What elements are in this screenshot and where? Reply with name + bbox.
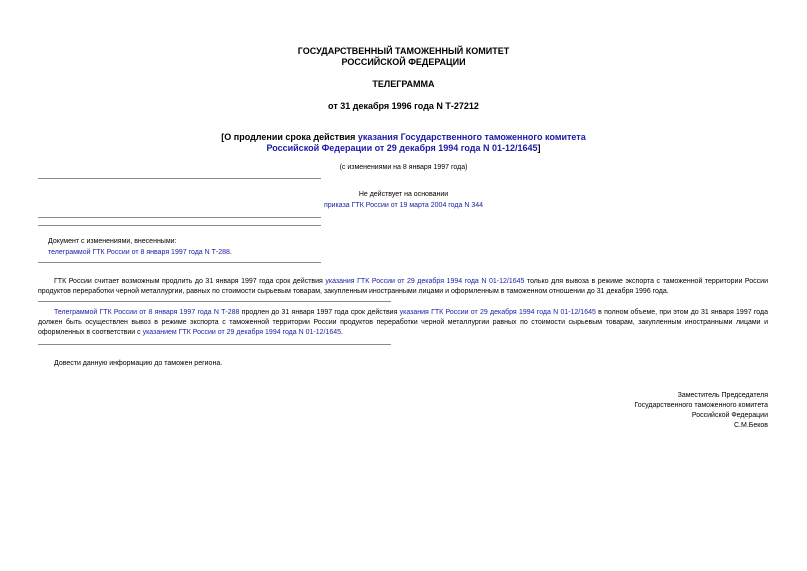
doc-type: ТЕЛЕГРАММА — [372, 79, 435, 89]
body-paragraph-1 — [38, 277, 768, 297]
divider — [38, 262, 321, 263]
signature-country: Российской Федерации — [691, 412, 768, 419]
signature-org: Государственного таможенного комитета — [634, 402, 768, 409]
p2-text-2: в полном объеме, при этом до 31 января 1997 года должен быть осуществлен вывоз в режиме экспорта с таможенной территории России продуктов переработки черной металлургии равных по стоимости сырьевым товарам, закупленным иностранными лицами и оформленных в соответствии с — [38, 309, 768, 336]
body-paragraph-2 — [38, 308, 768, 338]
p1-text-start: ГТК России считает возможным продлить до 31 января 1997 года срок действия — [54, 278, 326, 285]
divider — [38, 225, 321, 226]
p2-link-3[interactable]: указанием ГТК России от 29 декабря 1994 года N 01-12/1645 — [142, 329, 342, 336]
changes-link[interactable]: телеграммой ГТК России от 8 января 1997 года N Т-288 — [48, 249, 230, 256]
status-link[interactable]: приказа ГТК России от 19 марта 2004 года N 344 — [323, 202, 484, 209]
changes-end: . — [229, 249, 232, 256]
p2-link-1[interactable]: Телеграммой ГТК России от 8 января 1997 года N Т-288 — [54, 309, 240, 316]
status-text: Не действует на основании — [358, 191, 449, 198]
divider — [38, 301, 391, 302]
doc-title-line2 — [0, 143, 807, 154]
title-suffix: ] — [537, 143, 541, 153]
body-paragraph-3: Довести данную информацию до таможен региона. — [54, 360, 223, 367]
title-link-line2[interactable]: Российской Федерации от 29 декабря 1994 года N 01-12/1645 — [266, 143, 538, 153]
org-name-line1: ГОСУДАРСТВЕННЫЙ ТАМОЖЕННЫЙ КОМИТЕТ — [297, 46, 510, 56]
divider — [38, 217, 321, 218]
signature-name: С.М.Беков — [733, 422, 768, 429]
p1-text-end: только для вывоза в режиме экспорта с таможенной территории России продуктов переработки черной металлургии, равных по стоимости сырьевым товарам, закупленным иностранными лицами и оформленным в таможенном отношении до 31 декабря 1996 года. — [38, 278, 768, 295]
divider — [38, 344, 391, 345]
p2-link-2[interactable]: указания ГТК России от 29 декабря 1994 года N 01-12/1645 — [399, 309, 596, 316]
doc-title-line1 — [0, 132, 807, 143]
signature-position: Заместитель Председателя — [677, 392, 768, 399]
title-prefix: [О продлении срока действия — [221, 132, 358, 142]
p2-text-end: . — [341, 329, 343, 336]
org-name-line2: РОССИЙСКОЙ ФЕДЕРАЦИИ — [341, 57, 466, 67]
doc-date: от 31 декабря 1996 года N Т-27212 — [328, 101, 479, 111]
p2-text-1: продлен до 31 января 1997 года срок действия — [239, 309, 400, 316]
amendment-note: (с изменениями на 8 января 1997 года) — [339, 164, 468, 171]
title-link-line1[interactable]: указания Государственного таможенного комитета — [357, 132, 586, 142]
p1-link[interactable]: указания ГТК России от 29 декабря 1994 года N 01-12/1645 — [325, 278, 525, 285]
changes-list — [48, 248, 232, 258]
divider — [38, 178, 321, 179]
changes-label: Документ с изменениями, внесенными: — [48, 238, 177, 245]
